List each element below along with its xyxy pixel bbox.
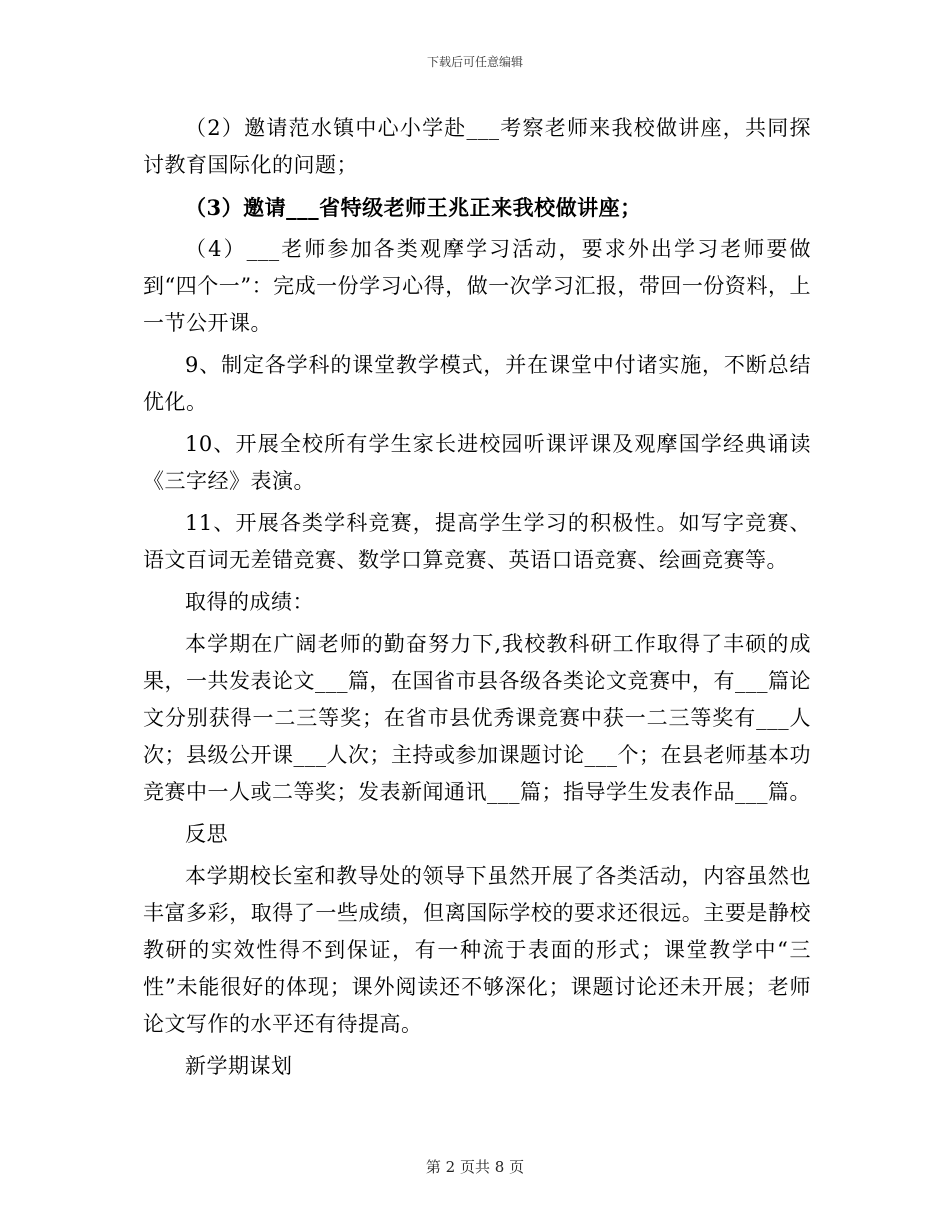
page-number: 第 2 页共 8 页: [425, 1158, 525, 1176]
page-header: 下载后可任意编辑: [426, 55, 523, 69]
document-body: [143, 110, 811, 1085]
section-heading-achievements: 取得的成绩：: [185, 590, 314, 614]
paragraph-achievements: 本学期在广阔老师的勤奋努力下,我校教科研工作取得了丰硕的成果，一共发表论文___篇，在国省市县各级各类论文竞赛中，有___篇论文分别获得一二三等奖；在省市县优秀课竞赛中获一二三等奖有___人次；县级公开课___人次；主持或参加课题讨论___个；在县老师基本功竞赛中一人或二等奖；发表新闻通讯___篇；指导学生发表作品___篇。: [143, 632, 811, 804]
paragraph-invite-4: （4）___老师参加各类观摩学习活动，要求外出学习老师要做到“四个一”：完成一份学习心得，做一次学习汇报，带回一份资料，上一节公开课。: [143, 237, 811, 335]
section-heading-reflection: 反思: [185, 822, 228, 846]
paragraph-item-9: 9、制定各学科的课堂教学模式，并在课堂中付诸实施，不断总结优化。: [143, 353, 811, 414]
section-heading-new-term-plan: 新学期谋划: [185, 1054, 293, 1078]
paragraph-invite-2: （2）邀请范水镇中心小学赴___考察老师来我校做讲座，共同探讨教育国际化的问题；: [143, 116, 811, 177]
paragraph-reflection: 本学期校长室和教导处的领导下虽然开展了各类活动，内容虽然也丰富多彩，取得了一些成绩，但离国际学校的要求还很远。主要是静校教研的实效性得不到保证，有一种流于表面的形式；课堂教学中“三性”未能很好的体现；课外阅读还不够深化；课题讨论还未开展；老师论文写作的水平还有待提高。: [143, 864, 811, 1036]
paragraph-item-10: 10、开展全校所有学生家长进校园听课评课及观摩国学经典诵读《三字经》表演。: [143, 432, 811, 493]
paragraph-item-11: 11、开展各类学科竞赛，提高学生学习的积极性。如写字竞赛、语文百词无差错竞赛、数学口算竞赛、英语口语竞赛、绘画竞赛等。: [143, 511, 811, 572]
paragraph-invite-3: （3）邀请___省特级老师王兆正来我校做讲座；: [185, 195, 642, 220]
